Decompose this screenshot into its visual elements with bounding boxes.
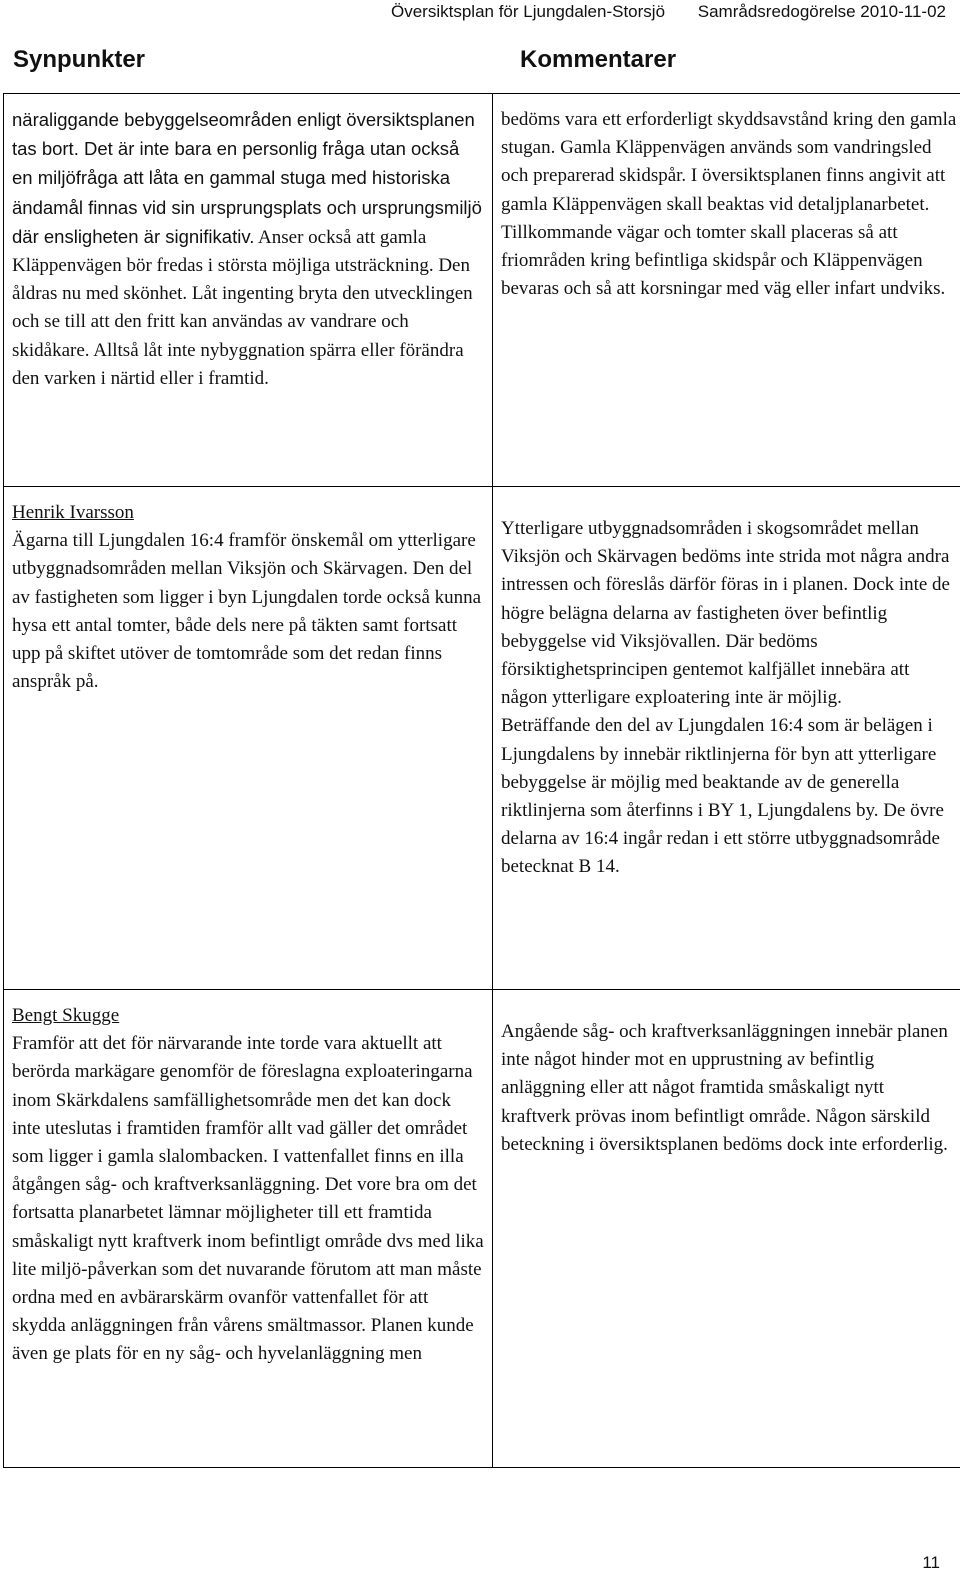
kommentar-cell — [493, 487, 960, 990]
synpunkt-text: näraliggande bebyggelseområden enligt översiktsplanen tas bort. Det är inte bara en personlig fråga utan också en miljöfråga att låta en gammal stuga med historiska ändamål finnas vid sin ursprungsplats och ursprungsmiljö där ensligheten är signifikativ. — [12, 109, 482, 247]
kommentar-text: Ytterligare utbyggnadsområden i skogsområdet mellan Viksjön och Skärvagen bedöms inte strida mot några andra intressen och föreslås därför föras in i planen. Dock inte de högre belägna delarna av fastigheten över befintlig bebyggelse vid Viksjövallen. Där bedöms försiktighetsprincipen gentemot kalfjället innebära att någon ytterligare exploatering inte är möjlig. — [501, 518, 950, 709]
table-row — [4, 487, 960, 990]
kommentar-text: bedöms vara ett erforderligt skyddsavstånd kring den gamla stugan. Gamla Kläppenvägen används som vandringsled och preparerad skidspår. I översiktsplanen finns angivit att gamla Kläppenvägen skall beaktas vid detaljplanarbetet. Tillkommande vägar och tomter skall placeras så att friområden kring befintliga skidspår och Kläppenvägen bevaras och så att korsningar med väg eller infart undviks. — [501, 109, 957, 300]
table-row — [4, 94, 960, 487]
table-row — [4, 990, 960, 1468]
synpunkt-text: Ägarna till Ljungdalen 16:4 framför önskemål om ytterligare utbyggnadsområden mellan Viksjön och Skärvagen. Den del av fastigheten som ligger i byn Ljungdalen torde också kunna hysa ett antal tomter, både dels nere på täkten samt fortsatt upp på skiftet utöver de tomtområde som det redan finns anspråk på. — [12, 530, 482, 693]
running-header — [0, 2, 946, 22]
column-heading-synpunkter: Synpunkter — [13, 46, 146, 73]
column-heading-kommentarer: Kommentarer — [520, 46, 677, 73]
kommentar-text: Angående såg- och kraftverksanläggningen innebär planen inte något hinder mot en upprustning av befintlig anläggning eller att något framtida småskaligt nytt kraftverk prövas inom befintligt område. Någon särskild beteckning i översiktsplanen bedöms dock inte erforderlig. — [501, 1021, 948, 1155]
commenter-name: Bengt Skugge — [12, 1005, 120, 1026]
commenter-name: Henrik Ivarsson — [12, 502, 134, 523]
synpunkt-cell — [4, 990, 493, 1468]
column-headings — [3, 46, 953, 90]
comments-table — [3, 93, 960, 1468]
document-title: Samrådsredogörelse 2010-11-02 — [697, 2, 946, 21]
kommentar-cell — [493, 94, 960, 487]
kommentar-cell — [493, 990, 960, 1468]
synpunkt-text: Framför att det för närvarande inte torde vara aktuellt att berörda markägare genomför de föreslagna exploateringarna inom Skärkdalens samfällighetsområde men det kan dock inte uteslutas i framtiden framför allt vad gäller det området som ligger i gamla slalombacken. I vattenfallet finns en illa åtgången såg- och kraftverksanläggning. Det vore bra om det fortsatta planarbetet lämnar möjligheter till ett framtida småskaligt nytt kraftverk inom befintligt område dvs med lika lite miljö-påverkan som det nuvarande förutom att man måste ordna med en avbärarskärm ovanför vattenfallet för att skydda anläggningen från vårens smältmassor. Planen kunde även ge plats för en ny såg- och hyvelanläggning men — [12, 1033, 484, 1365]
synpunkt-cell — [4, 487, 493, 990]
kommentar-text-continued: Beträffande den del av Ljungdalen 16:4 som är belägen i Ljungdalens by innebär riktlinjerna för byn att ytterligare bebyggelse är möjlig med beaktande av de generella riktlinjerna som återfinns i BY 1, Ljungdalens by. De övre delarna av 16:4 ingår redan i ett större utbyggnadsområde betecknat B 14. — [501, 715, 944, 878]
plan-title: Översiktsplan för Ljungdalen-Storsjö — [391, 2, 666, 21]
page-number: 11 — [922, 1553, 940, 1572]
synpunkt-cell — [4, 94, 493, 487]
synpunkt-text-continued: Anser också att gamla Kläppenvägen bör fredas i största möjliga utsträckning. Den åldras nu med skönhet. Låt ingenting bryta den utvecklingen och se till att den fritt kan användas av vandrare och skidåkare. Alltså låt inte nybyggnation spärra eller förändra den varken i närtid eller i framtid. — [12, 226, 473, 389]
